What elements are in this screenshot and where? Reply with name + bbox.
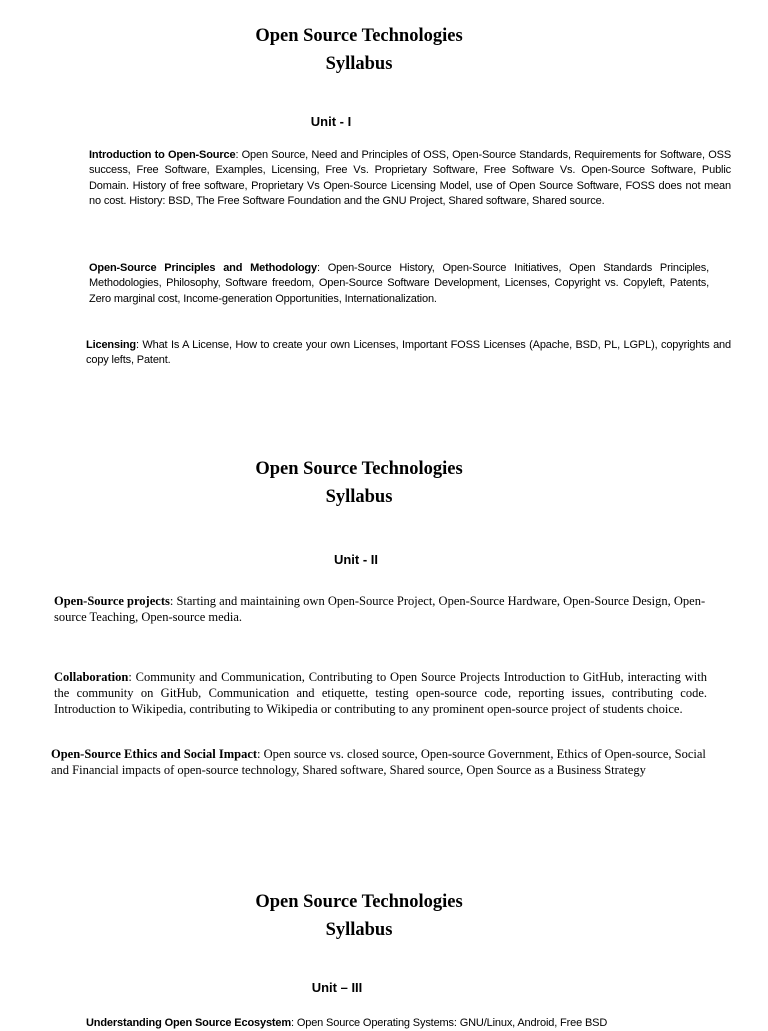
subtitle-text: Syllabus [325, 920, 393, 940]
title-text: Open Source Technologies [255, 459, 463, 479]
paragraph-heading: Collaboration [54, 670, 129, 684]
paragraph-heading: Understanding Open Source Ecosystem [86, 1017, 292, 1029]
paragraph-heading: Licensing [86, 339, 136, 351]
unit-heading-3: Unit – III [311, 980, 363, 995]
paragraph-text: : Community and Communication, Contributing to Open Source Projects Introduction to GitHub, interacting with the community on GitHub, Communication and etiquette, testing open-source code, reporting issues, contributing code. Introduction to Wikipedia, contributing to Wikipedia or contributing to any prominent open-source project of students choice. [54, 670, 707, 716]
paragraph-text: : Open source vs. closed source, Open-source Government, Ethics of Open-source, Social and Financial impacts of open-source technology, Shared software, Shared source, Open Source as a Business Strategy [51, 747, 706, 777]
paragraph-text: : Starting and maintaining own Open-Source Project, Open-Source Hardware, Open-Source Design, Open-source Teaching, Open-source media. [54, 594, 706, 624]
paragraph-ethics-social-impact [51, 746, 716, 778]
paragraph-open-source-projects [54, 593, 714, 625]
paragraph-collaboration [54, 669, 707, 717]
subtitle-text: Syllabus [325, 54, 393, 74]
unit-heading-2: Unit - II [333, 552, 379, 567]
title-text: Open Source Technologies [255, 892, 463, 912]
title-text: Open Source Technologies [255, 26, 463, 46]
paragraph-principles-methodology [89, 261, 709, 307]
page-title-3 [209, 888, 509, 944]
paragraph-heading: Open-Source Ethics and Social Impact [51, 747, 258, 761]
paragraph-intro-open-source [89, 148, 731, 209]
paragraph-heading: Open-Source projects [54, 594, 170, 608]
paragraph-text: : What Is A License, How to create your own Licenses, Important FOSS Licenses (Apache, BSD, PL, LGPL), copyrights and copy lefts, Patent. [86, 339, 731, 367]
page-title-2 [209, 455, 509, 511]
unit-heading-1: Unit - I [310, 114, 352, 129]
paragraph-text: : Open Source, Need and Principles of OSS, Open-Source Standards, Requirements for Software, OSS success, Free Software, Examples, Licensing, Free Vs. Proprietary Software, Free Software Vs. Open-Source Software, Public Domain. History of free software, Proprietary Vs Open-Source Licensing Model, use of Open Source Software, FOSS does not mean no cost. History: BSD, The Free Software Foundation and the GNU Project, Shared software, Shared source. [89, 149, 732, 207]
paragraph-text: : Open Source Operating Systems: GNU/Linux, Android, Free BSD [291, 1017, 608, 1029]
paragraph-heading: Introduction to Open-Source [89, 149, 236, 161]
paragraph-licensing [86, 338, 731, 369]
paragraph-text: : Open-Source History, Open-Source Initiatives, Open Standards Principles, Methodologies, Philosophy, Software freedom, Open-Source Software Development, Licenses, Copyright vs. Copyleft, Patents, Zero marginal cost, Income-generation Opportunities, Internationalization. [89, 262, 709, 305]
page-title-1 [209, 22, 509, 78]
paragraph-heading: Open-Source Principles and Methodology [89, 262, 317, 274]
subtitle-text: Syllabus [325, 487, 393, 507]
